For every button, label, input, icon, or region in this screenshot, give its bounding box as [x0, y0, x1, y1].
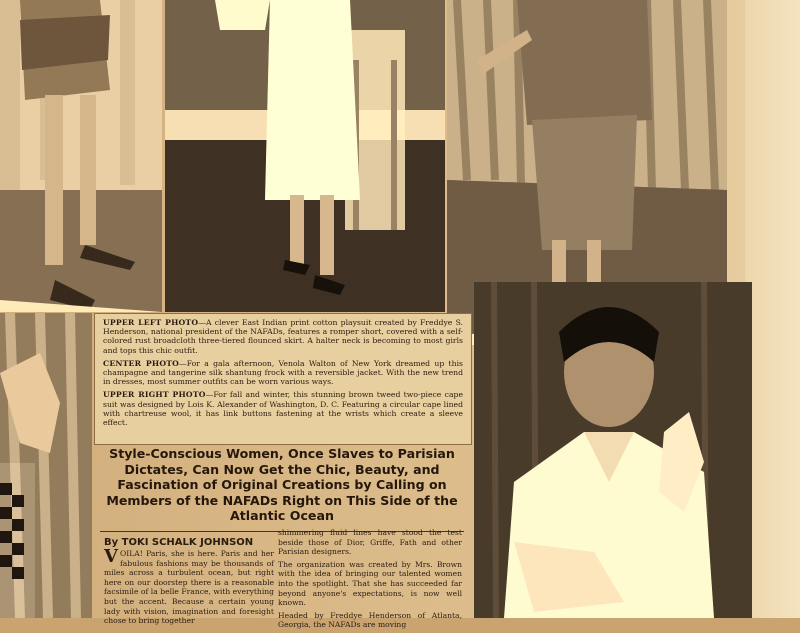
caption-center	[103, 359, 463, 387]
article-headline: Style-Conscious Women, Once Slaves to Parisian Dictates, Can Now Get the Chic, Beauty, and Fascination of Original Creations by Calling on Members of the NAFADs Right on This Side of the Atlantic Ocean	[106, 446, 458, 523]
article-text: OILA! Paris, she is here. Paris and her fabulous fashions may be thousands of miles across a turbulent ocean, but right here on our doorstep there is a reasonable facsimile of la belle France, with everything but the accent. Because a certain young lady with vision, imagination and foresight chose to bring together	[104, 549, 274, 626]
caption-upper-left	[103, 318, 463, 355]
caption-lead: UPPER RIGHT PHOTO	[103, 390, 206, 400]
caption-upper-right	[103, 390, 463, 427]
drop-cap: V	[104, 546, 118, 567]
caption-text: —For fall and winter, this stunning brown tweed two-piece cape suit was designed by Lois K. Alexander of Washington, D. C. Featuring a circular cape lined with chartreuse wool, it has link buttons fastening at the wrists which create a sleeve effect.	[103, 390, 463, 428]
article-paragraph: Headed by Freddye Henderson of Atlanta, Georgia, the NAFADs are moving	[278, 610, 462, 630]
article-byline: By TOKI SCHALK JOHNSON	[104, 537, 254, 548]
caption-text: —A clever East Indian print cotton playsuit created by Freddye S. Henderson, national president of the NAFADs, features a romper short, covered with a self-colored rust broadcloth three-tiered flounced skirt. A halter neck is becoming to most girls and tops this chic outfit.	[103, 318, 464, 355]
lower-right-photo	[474, 282, 752, 618]
caption-lead: CENTER PHOTO	[103, 358, 180, 368]
caption-lead: UPPER LEFT PHOTO	[103, 318, 199, 327]
article-column-1	[104, 546, 274, 626]
photo-captions-box	[94, 313, 472, 445]
page-edge	[745, 0, 800, 618]
article-column-2	[278, 528, 462, 633]
upper-left-photo	[0, 0, 162, 312]
center-photo	[165, 0, 445, 312]
article-paragraph: shimmering fluid lines have stood the test beside those of Dior, Griffe, Fath and other Parisian designers.	[278, 528, 462, 557]
lower-left-photo	[0, 313, 92, 618]
article-paragraph: The organization was created by Mrs. Brown with the idea of bringing our talented women into the spotlight. That she has succeeded far beyond anyone's expectations, is now well known.	[278, 559, 462, 608]
caption-text: —For a gala afternoon, Venola Walton of New York dreamed up this champagne and tangerine silk shantung frock with a reversible jacket. With the new trend in dresses, most summer outfits can be worn various ways.	[103, 358, 463, 387]
